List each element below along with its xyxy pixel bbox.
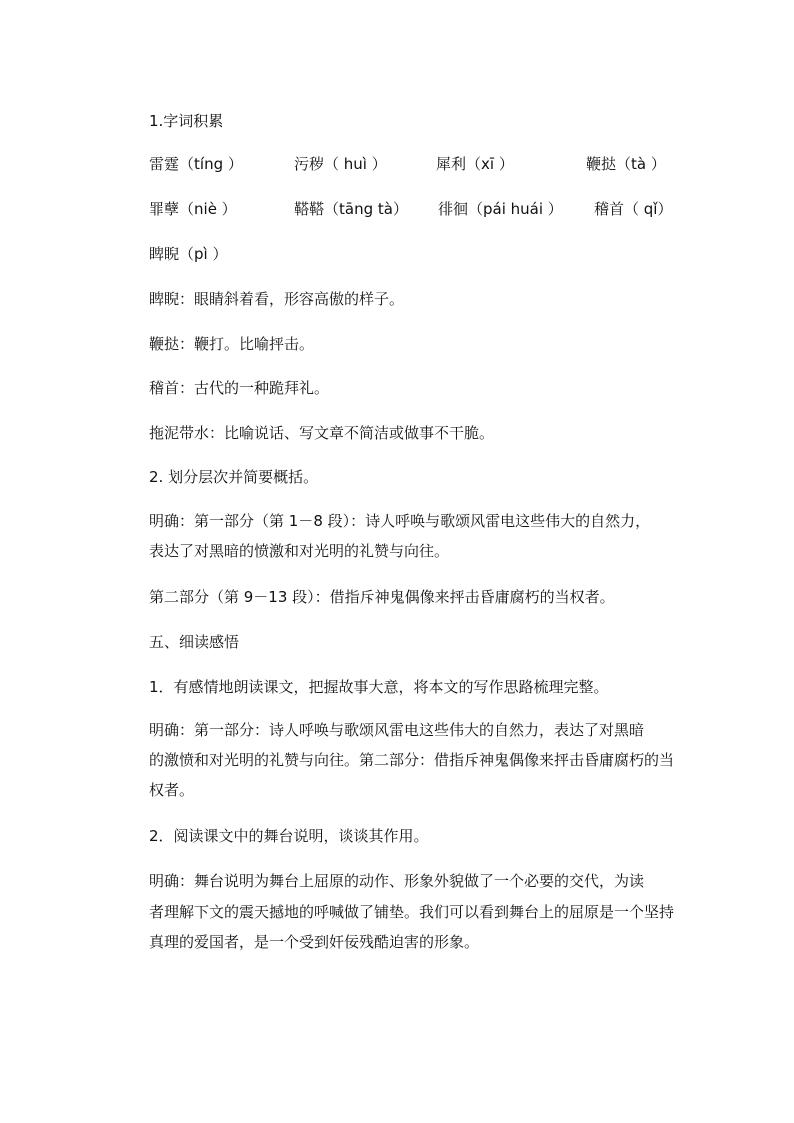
vocab-pinyin: （pái huái ） <box>468 200 563 218</box>
section2-heading: 2. 划分层次并简要概括。 <box>149 468 319 486</box>
vocab-item <box>594 199 672 219</box>
definition-line: 鞭挞：鞭打。比喻抨击。 <box>149 335 315 353</box>
vocab-word: 犀利 <box>436 155 467 173</box>
vocab-word: 稽首 <box>594 200 625 218</box>
answer-line: 的激愤和对光明的礼赞与向往。第二部分：借指斥神鬼偶像来抨击昏庸腐朽的当 <box>149 751 675 769</box>
vocab-item <box>149 154 243 174</box>
vocab-word: 罪孽 <box>149 200 180 218</box>
vocab-item <box>294 154 387 174</box>
question-2: 2．阅读课文中的舞台说明，谈谈其作用。 <box>149 827 429 845</box>
definition-line: 睥睨：眼睛斜着看，形容高傲的样子。 <box>149 290 405 308</box>
section5-heading: 五、细读感悟 <box>149 633 240 651</box>
section1-heading: 1.字词积累 <box>149 112 224 130</box>
vocab-word: 鞭挞 <box>586 155 617 173</box>
vocab-pinyin: （pì ） <box>179 245 228 263</box>
answer-part2: 第二部分（第 9－13 段）：借指斥神鬼偶像来抨击昏庸腐朽的当权者。 <box>149 588 615 606</box>
vocab-pinyin: （tà ） <box>616 155 666 173</box>
vocab-pinyin: （ huì ） <box>324 155 387 173</box>
definition-line: 拖泥带水：比喻说话、写文章不简洁或做事不干脆。 <box>149 424 495 442</box>
vocab-item <box>294 199 408 219</box>
vocab-pinyin: （tāng tà） <box>324 200 408 218</box>
vocab-word: 污秽 <box>294 155 325 173</box>
vocab-item <box>149 244 227 264</box>
vocab-pinyin: （xī ） <box>466 155 514 173</box>
vocab-word: 雷霆 <box>149 155 180 173</box>
vocab-pinyin: （niè ） <box>179 200 237 218</box>
answer-line: 明确：第一部分：诗人呼唤与歌颂风雷电这些伟大的自然力，表达了对黑暗 <box>149 721 645 739</box>
definition-line: 稽首：古代的一种跪拜礼。 <box>149 379 330 397</box>
answer-line: 明确：舞台说明为舞台上屈原的动作、形象外貌做了一个必要的交代，为读 <box>149 872 645 890</box>
vocab-word: 徘徊 <box>438 200 469 218</box>
answer-line: 权者。 <box>149 781 195 799</box>
vocab-pinyin: （ qǐ） <box>624 200 673 218</box>
vocab-word: 睥睨 <box>149 245 180 263</box>
answer-line: 表达了对黑暗的愤激和对光明的礼赞与向往。 <box>149 542 450 560</box>
vocab-item <box>438 199 563 219</box>
question-1: 1．有感情地朗读课文，把握故事大意，将本文的写作思路梳理完整。 <box>149 678 609 696</box>
vocab-item <box>149 199 237 219</box>
answer-line: 者理解下文的震天撼地的呼喊做了铺垫。我们可以看到舞台上的屈原是一个坚持 <box>149 903 675 921</box>
vocab-item <box>586 154 666 174</box>
vocab-item <box>436 154 514 174</box>
vocab-pinyin: （tíng ） <box>179 155 243 173</box>
vocab-word: 鞳鞳 <box>294 200 325 218</box>
answer-line: 真理的爱国者，是一个受到奸佞残酷迫害的形象。 <box>149 933 480 951</box>
answer-line: 明确：第一部分（第 1－8 段）：诗人呼唤与歌颂风雷电这些伟大的自然力， <box>149 512 651 530</box>
